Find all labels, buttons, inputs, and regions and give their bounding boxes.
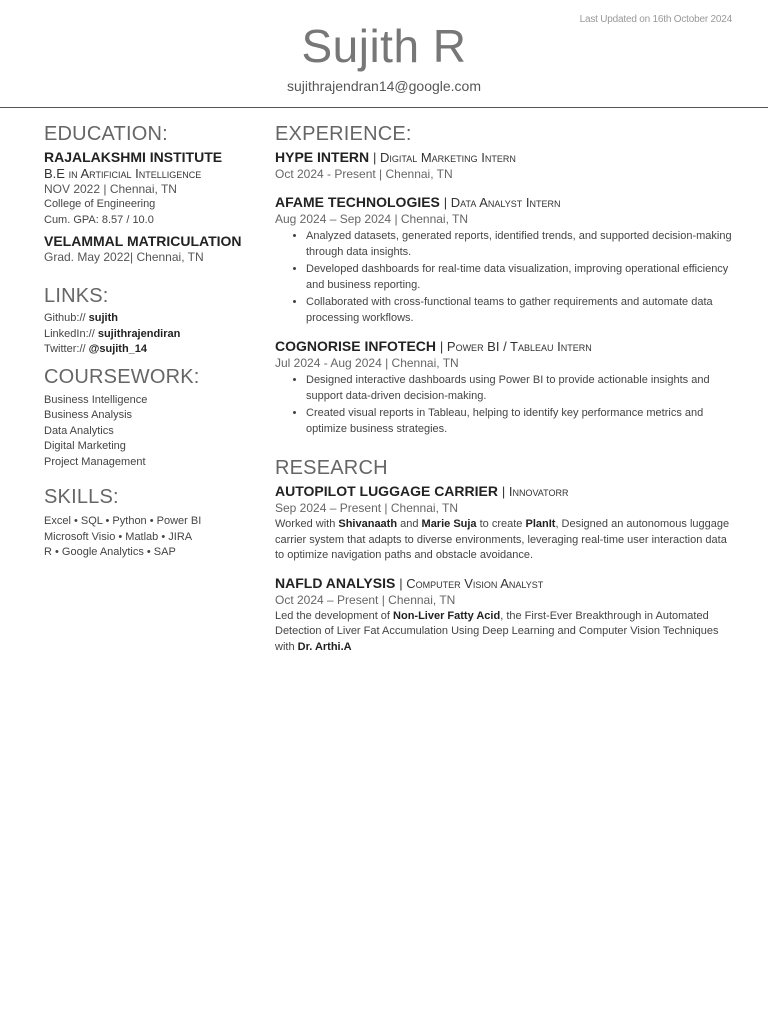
bullet-list <box>275 372 735 437</box>
last-updated: Last Updated on 16th October 2024 <box>579 14 732 25</box>
project-name: NAFLD ANALYSIS <box>275 574 396 591</box>
list-item: R • Google Analytics • SAP <box>44 546 176 558</box>
role: | Innovatorr <box>501 484 569 499</box>
skills-heading: SKILLS: <box>44 486 119 508</box>
link-linkedin[interactable] <box>44 327 264 343</box>
role: | Power BI / Tableau Intern <box>439 339 592 354</box>
date-place: NOV 2022 | Chennai, TN <box>44 182 177 196</box>
role: | Data Analyst Intern <box>443 195 561 210</box>
entry-title <box>275 482 735 501</box>
coursework-list <box>44 393 264 471</box>
link-twitter[interactable] <box>44 342 264 358</box>
link-prefix: LinkedIn:// <box>44 327 95 340</box>
list-item: Digital Marketing <box>44 440 126 452</box>
link-prefix: Github:// <box>44 312 86 324</box>
list-item: • Collaborated with cross-functional teams to gather requirements and automate data processing workflows. <box>306 294 735 326</box>
date-place: Sep 2024 – Present | Chennai, TN <box>275 501 459 515</box>
links-heading: LINKS: <box>44 285 109 307</box>
college: College of Engineering <box>44 198 156 210</box>
list-item: Business Intelligence <box>44 393 148 406</box>
research-entry <box>275 482 735 564</box>
desc-bold: Dr. Arthi.A <box>297 640 352 653</box>
link-value[interactable]: @sujith_14 <box>88 343 148 355</box>
company-name: HYPE INTERN <box>275 149 370 165</box>
date-place: Jul 2024 - Aug 2024 | Chennai, TN <box>275 356 459 370</box>
list-item: Business Analysis <box>44 409 133 421</box>
company-name: AFAME TECHNOLOGIES <box>275 194 440 210</box>
experience-entry <box>275 337 735 437</box>
link-value[interactable]: sujithrajendiran <box>97 327 181 340</box>
list-item: • Analyzed datasets, generated reports, identified trends, and supported decision-making through data insights. <box>306 228 735 260</box>
education-heading: EDUCATION: <box>44 123 168 145</box>
list-item: Project Management <box>44 455 146 468</box>
date-place: Aug 2024 – Sep 2024 | Chennai, TN <box>275 212 469 226</box>
role: | Digital Marketing Intern <box>373 150 516 165</box>
right-column <box>275 120 735 655</box>
desc-bold: Non-Liver Fatty Acid <box>393 609 501 622</box>
list-item: • Created visual reports in Tableau, helping to identify key performance metrics and optimize business strategies. <box>306 405 735 437</box>
list-item: Microsoft Visio • Matlab • JIRA <box>44 530 193 543</box>
left-column <box>44 120 264 561</box>
desc-bold: PlanIt <box>525 518 556 530</box>
role: | Computer Vision Analyst <box>399 575 544 591</box>
company-name: COGNORISE INFOTECH <box>275 338 437 354</box>
link-prefix: Twitter:// <box>44 343 86 355</box>
entry-title <box>275 574 735 593</box>
entry-title <box>275 193 735 212</box>
desc-bold: Shivanaath <box>338 518 398 530</box>
project-description <box>275 517 735 564</box>
page-title: Sujith R <box>301 20 467 72</box>
desc-text: Led the development of <box>275 609 394 622</box>
experience-entry <box>275 193 735 326</box>
desc-text: Worked with <box>275 518 339 530</box>
gpa: Cum. GPA: 8.57 / 10.0 <box>44 213 154 226</box>
research-entry <box>275 574 735 656</box>
date-place: Oct 2024 – Present | Chennai, TN <box>275 592 456 607</box>
bullet-list <box>275 228 735 326</box>
list-item: Data Analytics <box>44 424 114 437</box>
degree: B.E in Artificial Intelligence <box>44 166 202 181</box>
entry-title <box>275 148 735 167</box>
project-description <box>275 609 735 656</box>
experience-entry <box>275 148 735 182</box>
skills-list <box>44 514 264 561</box>
education-entry <box>44 148 264 228</box>
desc-text: , Designed an autonomous luggage carrier system that adapts to diverse environments, leveraging real-time user interaction data to optimize navigation paths and obstacle avoidance. <box>275 518 730 561</box>
entry-title <box>275 337 735 356</box>
project-name: AUTOPILOT LUGGAGE CARRIER <box>275 483 498 499</box>
header-divider <box>0 107 768 108</box>
links-list <box>44 311 264 358</box>
desc-text: to create <box>476 518 526 530</box>
desc-text: , the First-Ever Breakthrough in Automated Detection of Liver Fat Accumulation Using Deep Learning and Computer Vision Techniques with <box>275 609 719 653</box>
list-item: • Designed interactive dashboards using Power BI to provide actionable insights and support data-driven decision-making. <box>306 372 735 404</box>
list-item: • Developed dashboards for real-time data visualization, improving operational efficiency and business reporting. <box>306 261 735 293</box>
research-heading: RESEARCH <box>275 457 388 479</box>
school-name: RAJALAKSHMI INSTITUTE <box>44 149 223 165</box>
experience-heading: EXPERIENCE: <box>275 123 412 145</box>
list-item: Excel • SQL • Python • Power BI <box>44 515 202 527</box>
link-github[interactable] <box>44 311 264 327</box>
desc-bold: Marie Suja <box>421 518 477 530</box>
desc-text: and <box>397 518 422 530</box>
education-entry <box>44 232 264 265</box>
coursework-heading: COURSEWORK: <box>44 365 200 388</box>
link-value[interactable]: sujith <box>88 312 118 324</box>
date-place: Grad. May 2022| Chennai, TN <box>44 250 204 264</box>
date-place: Oct 2024 - Present | Chennai, TN <box>275 167 453 181</box>
school-name: VELAMMAL MATRICULATION <box>44 233 242 249</box>
email-link[interactable]: sujithrajendran14@google.com <box>287 78 481 94</box>
